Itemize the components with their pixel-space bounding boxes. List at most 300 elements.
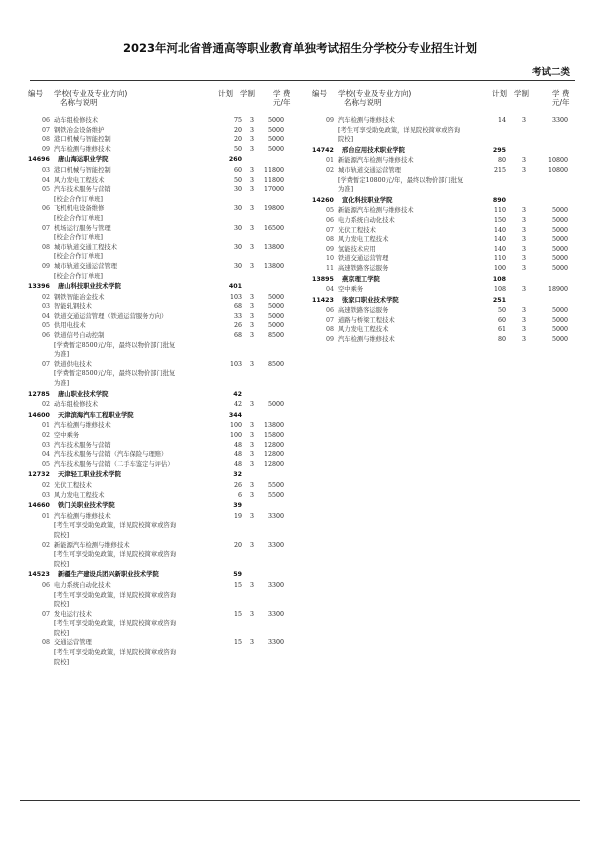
major-length: 3: [249, 243, 254, 251]
major-name: 新能源汽车检测与维修技术: [338, 157, 414, 165]
major-row: [312, 325, 582, 335]
major-plan: 6: [237, 491, 242, 499]
major-code: 04: [42, 176, 51, 184]
school-name: 唐山海运职业学院: [58, 156, 109, 164]
header-code: 编号: [312, 89, 327, 98]
major-fee: 5000: [551, 326, 568, 334]
major-row: [28, 145, 298, 155]
major-fee: 11800: [263, 176, 284, 184]
major-plan: 80: [497, 157, 506, 165]
major-plan: 30: [233, 186, 242, 194]
major-row: [28, 610, 298, 620]
major-row: [312, 245, 582, 255]
major-fee: 5000: [267, 303, 284, 311]
major-length: 3: [249, 541, 254, 549]
major-fee: 13800: [263, 422, 284, 430]
note-row: [28, 214, 298, 224]
major-code: 08: [42, 639, 51, 647]
major-row: [28, 541, 298, 551]
major-row: [312, 316, 582, 326]
major-row: [28, 135, 298, 145]
major-code: 09: [326, 245, 335, 253]
major-fee: 11800: [263, 166, 284, 174]
major-row: [28, 262, 298, 272]
school-plan: 344: [228, 411, 242, 419]
major-row: [28, 331, 298, 341]
major-row: [28, 321, 298, 331]
major-row: [28, 204, 298, 214]
school-row: [28, 469, 298, 481]
school-code: 13895: [312, 275, 334, 283]
major-name: 高速铁路客运服务: [338, 264, 389, 272]
major-plan: 19: [233, 512, 242, 520]
major-code: 04: [42, 451, 51, 459]
major-length: 3: [249, 262, 254, 270]
major-length: 3: [249, 166, 254, 174]
school-plan: 39: [233, 502, 242, 510]
major-length: 3: [249, 491, 254, 499]
major-code: 06: [326, 216, 335, 224]
major-length: 3: [249, 176, 254, 184]
header-school-line1: 学校(专业及专业方向): [54, 89, 128, 98]
major-name: 光伏工程技术: [54, 481, 92, 489]
right-column-header: [312, 86, 582, 112]
major-note: [考生可享受助免政策，详见院校简章或咨询: [54, 649, 177, 657]
left-column: [28, 86, 298, 667]
page-title: 2023年河北省普通高等职业教育单独考试招生分学校分专业招生计划: [122, 41, 477, 55]
major-plan: 140: [493, 236, 506, 244]
major-row: [28, 491, 298, 501]
major-row: [312, 335, 582, 345]
major-plan: 140: [493, 245, 506, 253]
major-length: 3: [249, 205, 254, 213]
school-code: 14600: [28, 411, 50, 419]
major-plan: 30: [233, 262, 242, 270]
major-fee: 3300: [267, 581, 284, 589]
major-name: 汽车检测与维修技术: [54, 422, 111, 430]
major-name: 智能轧钢技术: [54, 303, 92, 311]
major-length: 3: [249, 145, 254, 153]
major-note: 院校]: [54, 629, 70, 637]
note-row: [28, 619, 298, 629]
major-fee: 3300: [267, 512, 284, 520]
major-plan: 100: [493, 264, 506, 272]
header-length: 学制: [240, 89, 255, 98]
major-fee: 5500: [267, 491, 284, 499]
major-row: [28, 431, 298, 441]
major-plan: 60: [233, 166, 242, 174]
major-note: 院校]: [338, 136, 354, 144]
footer-rule: [20, 800, 580, 801]
major-name: 新能源汽车检测与维修技术: [338, 207, 414, 215]
major-fee: 5500: [267, 481, 284, 489]
note-row: [312, 126, 582, 136]
major-code: 05: [326, 207, 335, 215]
major-fee: 5000: [267, 401, 284, 409]
school-name: 张家口职业技术学院: [342, 296, 399, 304]
major-name: 空中乘务: [54, 432, 80, 439]
school-plan: 890: [492, 196, 506, 204]
major-fee: 17000: [263, 186, 284, 194]
major-note: [考生可享受助免政策，详见院校简章或咨询: [54, 591, 177, 599]
major-length: 3: [521, 245, 526, 253]
major-code: 02: [42, 293, 51, 301]
major-row: [28, 441, 298, 451]
major-note: [学费暂定8500元/年，最终以物价部门批复: [54, 341, 176, 349]
major-length: 3: [521, 316, 526, 324]
major-row: [28, 421, 298, 431]
note-row: [28, 531, 298, 541]
major-name: 汽车技术服务与营销（二手车鉴定与评估）: [54, 460, 174, 468]
major-fee: 3300: [267, 541, 284, 549]
major-plan: 20: [233, 136, 242, 144]
major-row: [28, 312, 298, 322]
major-name: 铁道供电技术: [54, 360, 92, 368]
note-row: [28, 560, 298, 570]
major-code: 02: [42, 432, 51, 439]
major-row: [28, 450, 298, 460]
major-length: 3: [249, 293, 254, 301]
major-plan: 50: [497, 307, 506, 315]
major-name: 汽车检测与维修技术: [54, 145, 111, 153]
major-row: [28, 302, 298, 312]
major-plan: 108: [493, 286, 506, 294]
major-name: 飞机机电设备维修: [54, 205, 105, 213]
major-plan: 68: [233, 332, 242, 340]
major-fee: 3300: [267, 639, 284, 647]
school-code: 13396: [28, 283, 50, 291]
major-fee: 10800: [547, 157, 568, 165]
major-name: 氢能技术应用: [338, 245, 376, 253]
major-row: [28, 481, 298, 491]
major-length: 3: [249, 581, 254, 589]
major-code: 08: [42, 136, 51, 144]
major-length: 3: [249, 481, 254, 489]
major-plan: 42: [233, 401, 242, 409]
major-fee: 19800: [263, 205, 284, 213]
school-name: 宣化科技职业学院: [342, 196, 393, 204]
major-plan: 75: [233, 117, 242, 124]
major-code: 03: [42, 303, 51, 311]
major-plan: 20: [233, 541, 242, 549]
major-code: 05: [42, 186, 51, 194]
major-row: [28, 638, 298, 648]
school-row: [28, 500, 298, 512]
major-fee: 18900: [547, 286, 568, 294]
major-fee: 3300: [267, 610, 284, 618]
major-name: 电力系统自动化技术: [338, 216, 395, 224]
school-row: [28, 389, 298, 401]
major-fee: 12800: [263, 451, 284, 459]
school-code: 11423: [312, 296, 334, 304]
major-row: [312, 226, 582, 236]
major-length: 3: [249, 422, 254, 430]
exam-category: 考试二类: [531, 67, 570, 78]
major-code: 02: [326, 166, 335, 174]
major-row: [312, 235, 582, 245]
major-length: 3: [249, 441, 254, 449]
school-row: [28, 281, 298, 293]
school-code: 14696: [28, 156, 50, 164]
major-fee: 5000: [551, 216, 568, 224]
major-fee: 10800: [547, 166, 568, 174]
major-name: 汽车技术服务与营销（汽车保险与理赔）: [54, 451, 168, 459]
major-fee: 5000: [551, 207, 568, 215]
school-row: [312, 295, 582, 307]
note-row: [28, 648, 298, 658]
major-row: [312, 116, 582, 126]
major-plan: 110: [493, 207, 506, 215]
school-name: 唐山科技职业技术学院: [58, 283, 121, 291]
major-fee: 5000: [551, 316, 568, 324]
major-row: [28, 166, 298, 176]
major-code: 06: [42, 205, 51, 213]
major-plan: 50: [233, 176, 242, 184]
school-plan: 260: [228, 156, 242, 164]
major-row: [28, 460, 298, 470]
major-note: 为准]: [54, 380, 70, 388]
left-rows: [28, 116, 298, 667]
major-plan: 26: [233, 322, 242, 330]
major-code: 08: [326, 236, 335, 244]
major-name: 道路与桥梁工程技术: [338, 316, 395, 324]
major-length: 3: [521, 326, 526, 334]
note-row: [28, 369, 298, 379]
school-name: 唐山职业技术学院: [58, 390, 109, 398]
major-code: 02: [42, 541, 51, 549]
major-code: 08: [42, 243, 51, 251]
major-plan: 14: [497, 117, 506, 124]
major-row: [28, 360, 298, 370]
major-fee: 5000: [267, 322, 284, 330]
major-code: 03: [42, 166, 51, 174]
major-name: 发电运行技术: [54, 610, 92, 618]
header-fee-line2: 元/年: [552, 98, 570, 107]
major-row: [28, 185, 298, 195]
major-fee: 8500: [267, 332, 284, 340]
major-plan: 140: [493, 226, 506, 234]
major-note: [考生可享受助免政策，详见院校简章或咨询: [54, 522, 177, 530]
major-name: 空中乘务: [338, 286, 364, 294]
major-code: 09: [42, 145, 51, 153]
major-name: 钢铁智能冶金技术: [54, 293, 105, 301]
major-name: 港口机械与智能控制: [54, 166, 111, 174]
major-name: 铁道信号自动控制: [54, 332, 105, 340]
major-length: 3: [521, 236, 526, 244]
major-length: 3: [249, 126, 254, 134]
major-length: 3: [249, 512, 254, 520]
major-row: [312, 285, 582, 295]
major-length: 3: [249, 303, 254, 311]
school-plan: 401: [228, 283, 242, 291]
major-row: [312, 156, 582, 166]
school-row: [312, 274, 582, 286]
header-code: 编号: [28, 89, 43, 98]
school-name: 天津滨海汽车工程职业学院: [58, 411, 134, 419]
school-plan: 42: [233, 390, 242, 398]
header-fee-line1: 学 费: [552, 89, 570, 98]
note-row: [28, 591, 298, 601]
major-length: 3: [249, 460, 254, 468]
right-column: [312, 86, 582, 345]
major-length: 3: [521, 226, 526, 234]
major-fee: 5000: [267, 145, 284, 153]
major-length: 3: [521, 336, 526, 344]
major-fee: 13800: [263, 243, 284, 251]
major-note: 院校]: [54, 560, 70, 568]
major-code: 06: [42, 332, 51, 340]
major-name: 风力发电工程技术: [54, 491, 105, 499]
major-fee: 12800: [263, 441, 284, 449]
major-name: 铁道交通运营管理（铁道运营服务方向）: [54, 312, 168, 320]
major-code: 01: [42, 422, 51, 430]
right-rows: [312, 116, 582, 345]
major-code: 06: [326, 307, 335, 315]
major-code: 02: [42, 481, 51, 489]
major-fee: 5000: [267, 117, 284, 124]
major-name: 铁道交通运营管理: [338, 255, 389, 263]
major-fee: 5000: [267, 126, 284, 134]
note-row: [28, 521, 298, 531]
school-code: 14523: [28, 571, 50, 579]
major-name: 汽车技术服务与营销: [54, 186, 111, 194]
major-name: 机场运行服务与管理: [54, 224, 111, 232]
major-plan: 48: [233, 460, 242, 468]
major-note: [考生可享受助免政策，详见院校简章或咨询: [54, 551, 177, 559]
major-fee: 5000: [267, 136, 284, 144]
major-row: [312, 254, 582, 264]
major-plan: 61: [497, 326, 506, 334]
major-length: 3: [249, 360, 254, 368]
school-code: 14660: [28, 502, 50, 510]
school-plan: 251: [492, 296, 506, 304]
major-code: 09: [326, 117, 335, 124]
major-name: 风力发电工程技术: [338, 236, 389, 244]
major-length: 3: [249, 639, 254, 647]
major-length: 3: [249, 136, 254, 144]
major-code: 10: [326, 255, 335, 263]
major-row: [312, 206, 582, 216]
major-note: 院校]: [54, 658, 70, 666]
major-name: 城市轨道交通运营管理: [338, 166, 401, 174]
left-column-header: [28, 86, 298, 112]
header-fee-line2: 元/年: [273, 98, 291, 107]
major-name: 城市轨道交通工程技术: [54, 243, 117, 251]
major-length: 3: [521, 207, 526, 215]
note-row: [28, 341, 298, 351]
major-plan: 60: [497, 316, 506, 324]
header-plan: 计划: [492, 89, 507, 98]
major-note: [校企合作订单班]: [54, 234, 103, 242]
major-plan: 103: [229, 360, 242, 368]
major-fee: 5000: [551, 264, 568, 272]
major-plan: 150: [493, 216, 506, 224]
major-fee: 8500: [267, 360, 284, 368]
note-row: [28, 233, 298, 243]
major-length: 3: [521, 255, 526, 263]
major-row: [28, 512, 298, 522]
major-row: [28, 293, 298, 303]
major-note: [校企合作订单班]: [54, 253, 103, 261]
school-row: [312, 195, 582, 207]
major-code: 09: [326, 336, 335, 344]
major-plan: 26: [233, 481, 242, 489]
major-code: 04: [42, 312, 51, 320]
note-row: [28, 629, 298, 639]
school-name: 邢台应用技术职业学院: [342, 146, 405, 154]
note-row: [28, 379, 298, 389]
major-note: [考生可享受助免政策，详见院校简章或咨询: [338, 126, 461, 134]
major-row: [312, 216, 582, 226]
school-plan: 295: [492, 146, 506, 154]
major-name: 汽车技术服务与营销: [54, 441, 111, 449]
note-row: [312, 135, 582, 145]
major-plan: 80: [497, 336, 506, 344]
major-fee: 5000: [551, 226, 568, 234]
major-row: [28, 581, 298, 591]
major-plan: 33: [233, 312, 242, 320]
major-code: 01: [326, 157, 335, 165]
major-note: [校企合作订单班]: [54, 214, 103, 222]
major-plan: 30: [233, 205, 242, 213]
major-plan: 215: [493, 166, 506, 174]
major-length: 3: [249, 322, 254, 330]
major-code: 02: [42, 401, 51, 409]
major-fee: 3300: [551, 117, 568, 124]
major-name: 城市轨道交通运营管理: [54, 262, 117, 270]
school-row: [28, 410, 298, 422]
major-fee: 5000: [551, 236, 568, 244]
major-plan: 15: [233, 639, 242, 647]
school-row: [312, 145, 582, 157]
major-length: 3: [249, 186, 254, 194]
major-code: 07: [42, 126, 51, 134]
note-row: [28, 195, 298, 205]
major-plan: 50: [233, 145, 242, 153]
major-note: 院校]: [54, 531, 70, 539]
major-note: [考生可享受助免政策，详见院校简章或咨询: [54, 620, 177, 628]
major-row: [312, 264, 582, 274]
major-plan: 30: [233, 224, 242, 232]
major-fee: 16500: [263, 224, 284, 232]
major-code: 08: [326, 326, 335, 334]
major-plan: 100: [229, 422, 242, 430]
major-row: [312, 166, 582, 176]
major-length: 3: [249, 332, 254, 340]
major-fee: 5000: [551, 336, 568, 344]
major-code: 05: [42, 460, 51, 468]
note-row: [28, 252, 298, 262]
major-code: 11: [326, 264, 335, 272]
note-row: [312, 176, 582, 186]
major-length: 3: [521, 117, 526, 124]
major-name: 交通运营管理: [54, 639, 92, 647]
major-note: 院校]: [54, 601, 70, 609]
major-length: 3: [521, 286, 526, 294]
major-code: 04: [326, 286, 335, 294]
school-code: 12785: [28, 390, 50, 398]
major-plan: 15: [233, 581, 242, 589]
major-name: 港口机械与智能控制: [54, 136, 111, 144]
major-code: 09: [42, 262, 51, 270]
major-name: 钢铁冶金设备维护: [54, 126, 105, 134]
major-row: [312, 306, 582, 316]
school-row: [28, 569, 298, 581]
major-note: [学费暂定10800元/年，最终以物价部门批复: [338, 176, 464, 184]
note-row: [28, 550, 298, 560]
major-name: 电力系统自动化技术: [54, 581, 111, 589]
major-fee: 15800: [263, 432, 284, 439]
